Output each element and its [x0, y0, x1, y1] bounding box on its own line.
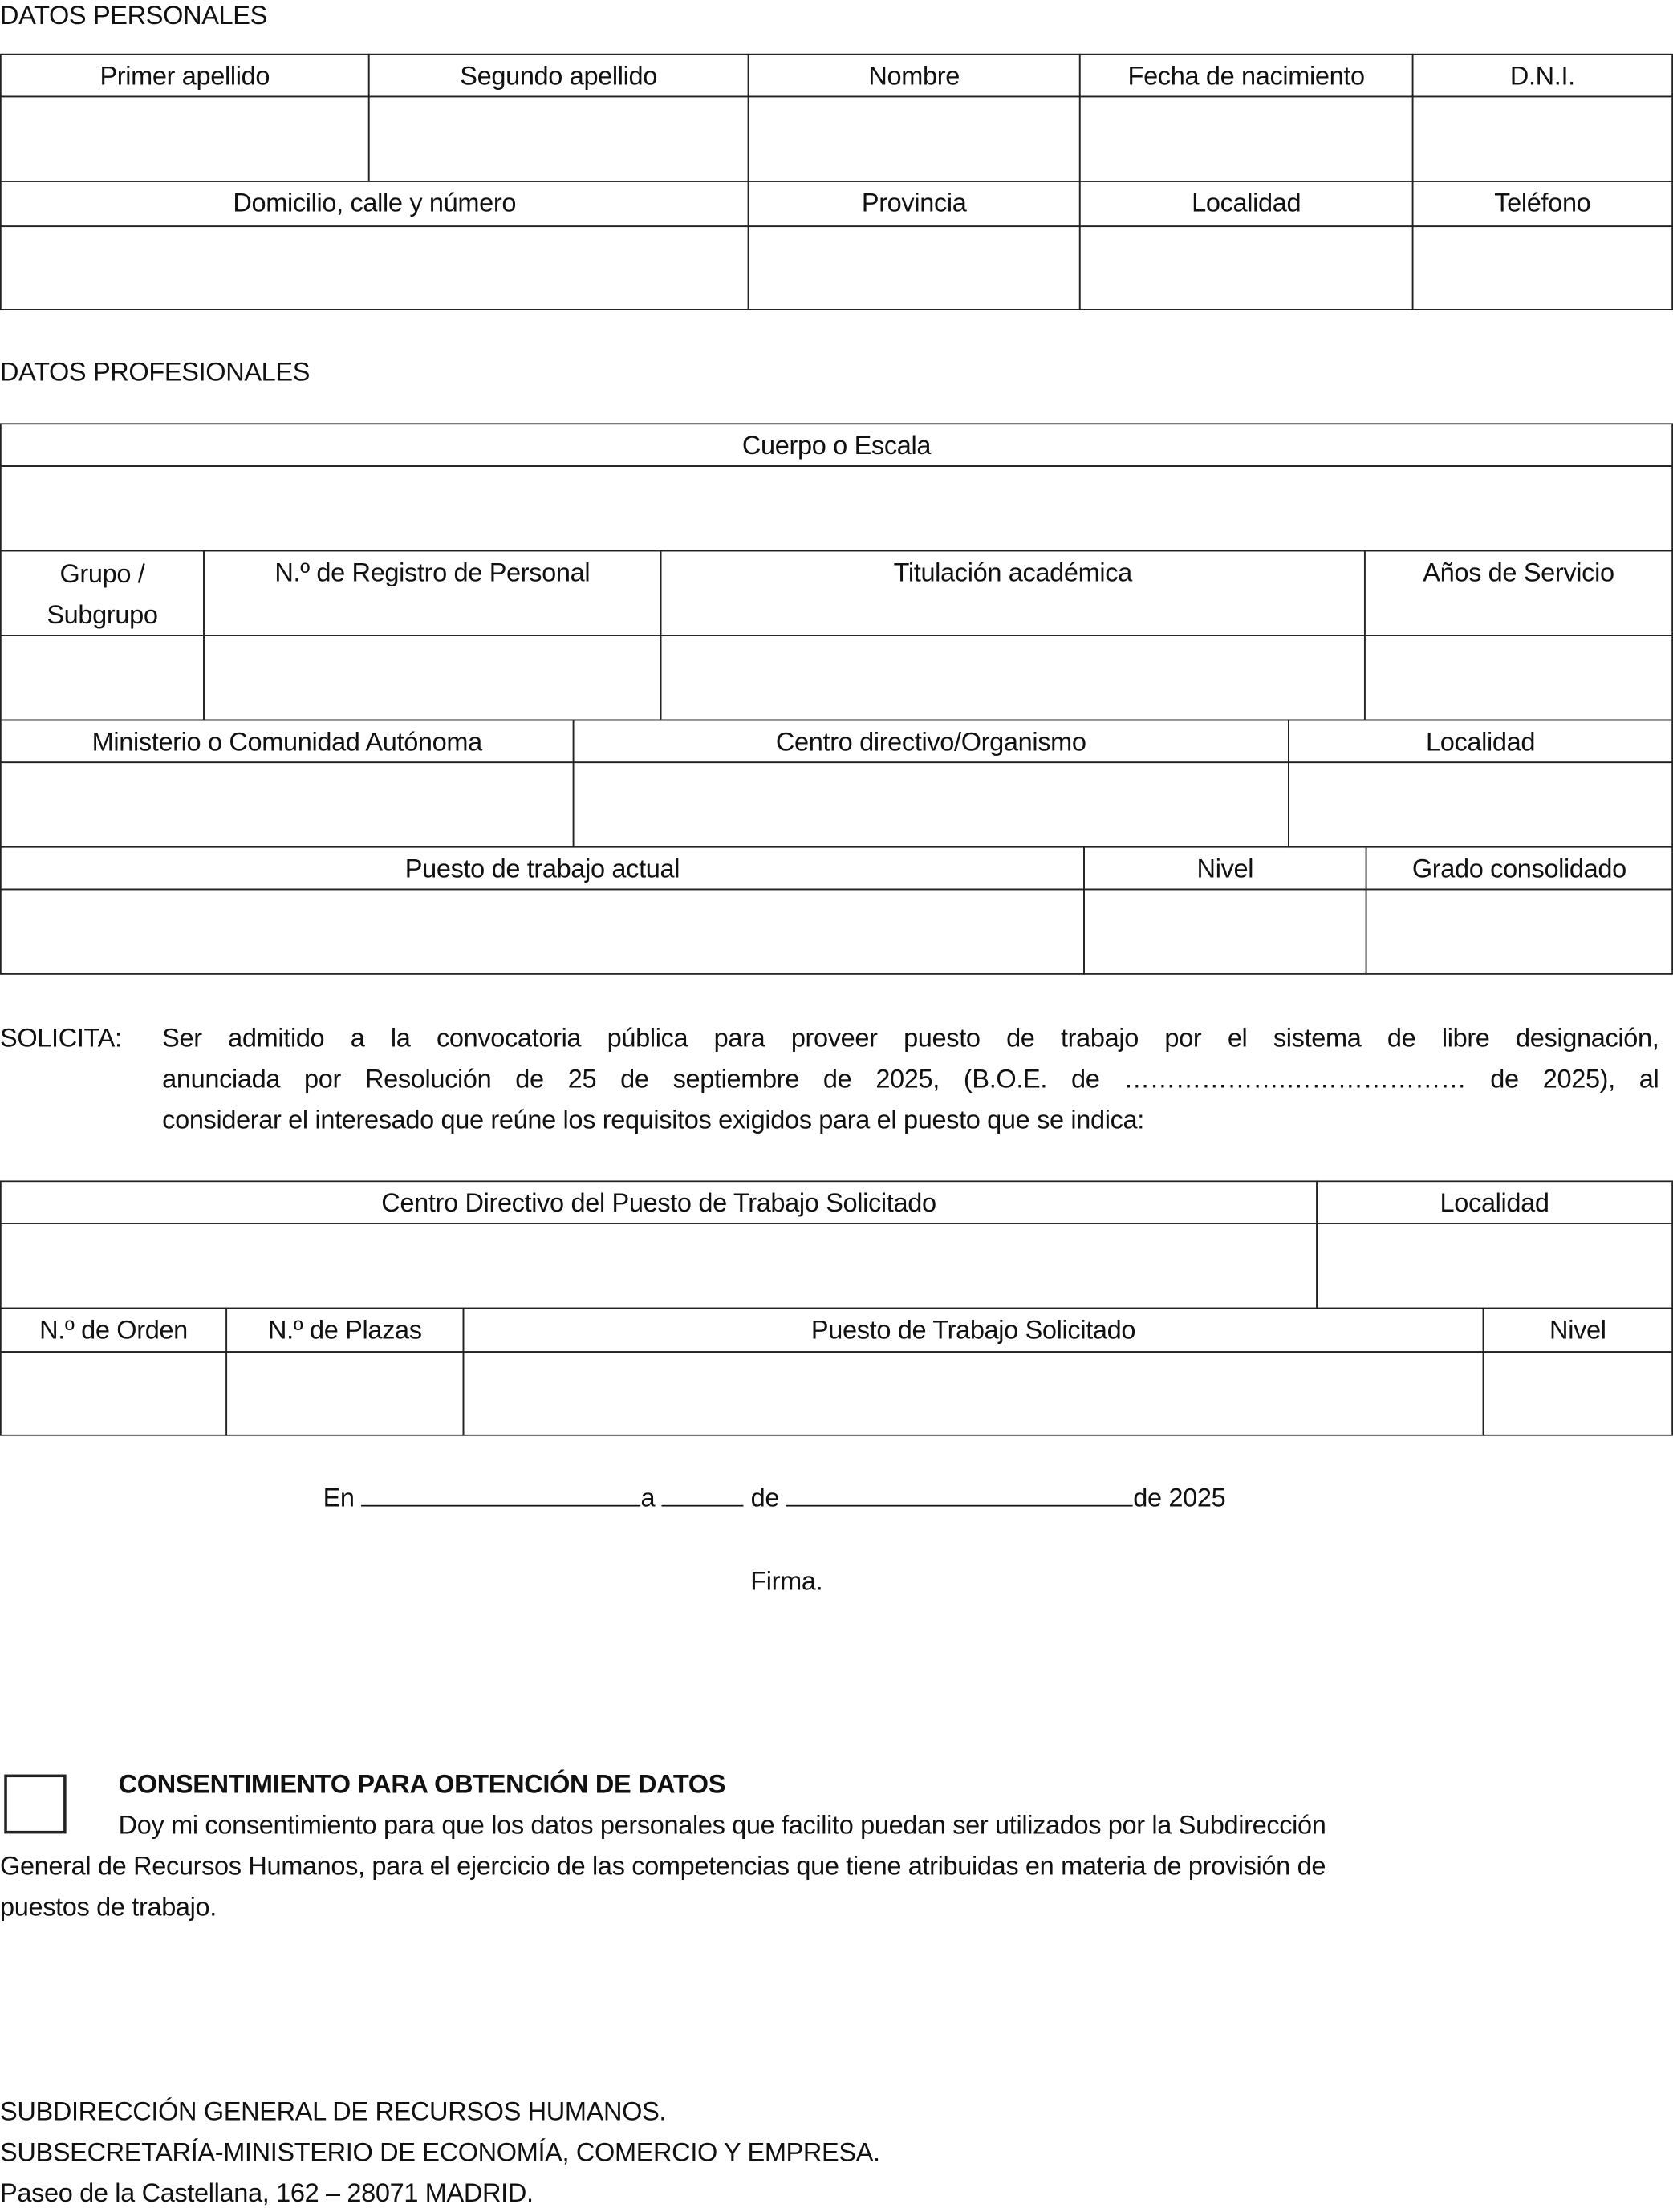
field-telefono[interactable]	[1412, 225, 1673, 310]
header-nivel: Nivel	[1083, 846, 1366, 890]
header-nombre: Nombre	[748, 54, 1081, 97]
field-dni[interactable]	[1412, 96, 1673, 182]
header-nivel-solicitado: Nivel	[1483, 1308, 1673, 1353]
field-puesto-solicitado[interactable]	[463, 1351, 1484, 1435]
signature-date-line	[323, 1483, 1226, 1514]
header-provincia: Provincia	[748, 181, 1081, 227]
field-fecha-nacimiento[interactable]	[1079, 96, 1414, 182]
firma-label: Firma.	[750, 1565, 823, 1596]
field-anos-servicio[interactable]	[1364, 635, 1673, 720]
header-grupo-line1: Grupo /	[59, 558, 145, 589]
solicita-line-2: anunciada por Resolución de 25 de septiembre de 2025, (B.O.E. de ……………….………………… de 2025), al	[162, 1063, 1659, 1094]
solicita-line-3: considerar el interesado que reúne los requisitos exigidos para el puesto que se indica:	[162, 1104, 1144, 1134]
header-primer-apellido: Primer apellido	[0, 54, 370, 97]
header-ministerio: Ministerio o Comunidad Autónoma	[0, 720, 575, 763]
field-nivel-solicitado[interactable]	[1483, 1351, 1673, 1435]
header-fecha-nacimiento: Fecha de nacimiento	[1079, 54, 1414, 97]
a-label: a	[640, 1482, 656, 1512]
header-orden: N.º de Orden	[0, 1308, 227, 1353]
header-dni: D.N.I.	[1412, 54, 1673, 97]
consent-line-3: puestos de trabajo.	[0, 1891, 217, 1922]
header-plazas: N.º de Plazas	[225, 1308, 464, 1353]
header-centro-solicitado: Centro Directivo del Puesto de Trabajo Solicitado	[0, 1180, 1318, 1224]
field-titulacion[interactable]	[660, 635, 1366, 720]
field-puesto-actual[interactable]	[0, 889, 1085, 975]
field-localidad-prof[interactable]	[1288, 761, 1673, 847]
header-domicilio: Domicilio, calle y número	[0, 181, 749, 227]
field-centro-solicitado[interactable]	[0, 1223, 1318, 1309]
header-grupo-line2: Subgrupo	[47, 599, 158, 630]
day-blank[interactable]	[662, 1483, 744, 1507]
header-registro: N.º de Registro de Personal	[203, 550, 661, 636]
month-blank[interactable]	[786, 1483, 1133, 1507]
consent-line-2: General de Recursos Humanos, para el ejercicio de las competencias que tiene atribuidas en materia de provisión de	[0, 1850, 1326, 1881]
header-telefono: Teléfono	[1412, 181, 1673, 227]
field-centro-directivo[interactable]	[573, 761, 1289, 847]
header-puesto-solicitado: Puesto de Trabajo Solicitado	[463, 1308, 1484, 1353]
header-localidad-solicitado: Localidad	[1316, 1180, 1673, 1224]
header-grado: Grado consolidado	[1366, 846, 1673, 890]
en-label: En	[323, 1482, 355, 1512]
header-centro-directivo: Centro directivo/Organismo	[573, 720, 1289, 763]
footer-line-2: SUBSECRETARÍA-MINISTERIO DE ECONOMÍA, COMERCIO Y EMPRESA.	[0, 2137, 880, 2167]
field-domicilio[interactable]	[0, 225, 749, 310]
header-grupo	[0, 550, 205, 636]
field-nombre[interactable]	[748, 96, 1081, 182]
place-blank[interactable]	[361, 1483, 640, 1507]
solicita-label: SOLICITA:	[0, 1022, 122, 1053]
field-registro[interactable]	[203, 635, 661, 720]
field-nivel[interactable]	[1083, 889, 1366, 975]
header-localidad-prof: Localidad	[1288, 720, 1673, 763]
field-orden[interactable]	[0, 1351, 227, 1435]
field-plazas[interactable]	[225, 1351, 464, 1435]
footer-line-3: Paseo de la Castellana, 162 – 28071 MADRID.	[0, 2178, 534, 2208]
consent-line-1: Doy mi consentimiento para que los datos personales que facilito puedan ser utilizados por la Subdirección	[118, 1809, 1326, 1840]
year-label: de 2025	[1133, 1482, 1226, 1512]
header-cuerpo: Cuerpo o Escala	[0, 423, 1673, 466]
consent-checkbox[interactable]	[4, 1775, 66, 1834]
section-title-professional: DATOS PROFESIONALES	[0, 356, 311, 387]
header-titulacion: Titulación académica	[660, 550, 1366, 636]
field-localidad-solicitado[interactable]	[1316, 1223, 1673, 1309]
field-ministerio[interactable]	[0, 761, 575, 847]
field-cuerpo[interactable]	[0, 465, 1673, 551]
field-provincia[interactable]	[748, 225, 1081, 310]
section-title-personal: DATOS PERSONALES	[0, 0, 267, 30]
field-grupo[interactable]	[0, 635, 205, 720]
field-localidad[interactable]	[1079, 225, 1414, 310]
field-grado[interactable]	[1366, 889, 1673, 975]
de-label: de	[750, 1482, 780, 1512]
header-segundo-apellido: Segundo apellido	[368, 54, 749, 97]
field-primer-apellido[interactable]	[0, 96, 370, 182]
solicita-line-1: Ser admitido a la convocatoria pública para proveer puesto de trabajo por el sistema de libre designación,	[162, 1022, 1659, 1053]
header-anos-servicio: Años de Servicio	[1364, 550, 1673, 636]
header-puesto-actual: Puesto de trabajo actual	[0, 846, 1085, 890]
footer-line-1: SUBDIRECCIÓN GENERAL DE RECURSOS HUMANOS.	[0, 2096, 667, 2126]
field-segundo-apellido[interactable]	[368, 96, 749, 182]
header-localidad: Localidad	[1079, 181, 1414, 227]
consent-title: CONSENTIMIENTO PARA OBTENCIÓN DE DATOS	[118, 1768, 726, 1799]
